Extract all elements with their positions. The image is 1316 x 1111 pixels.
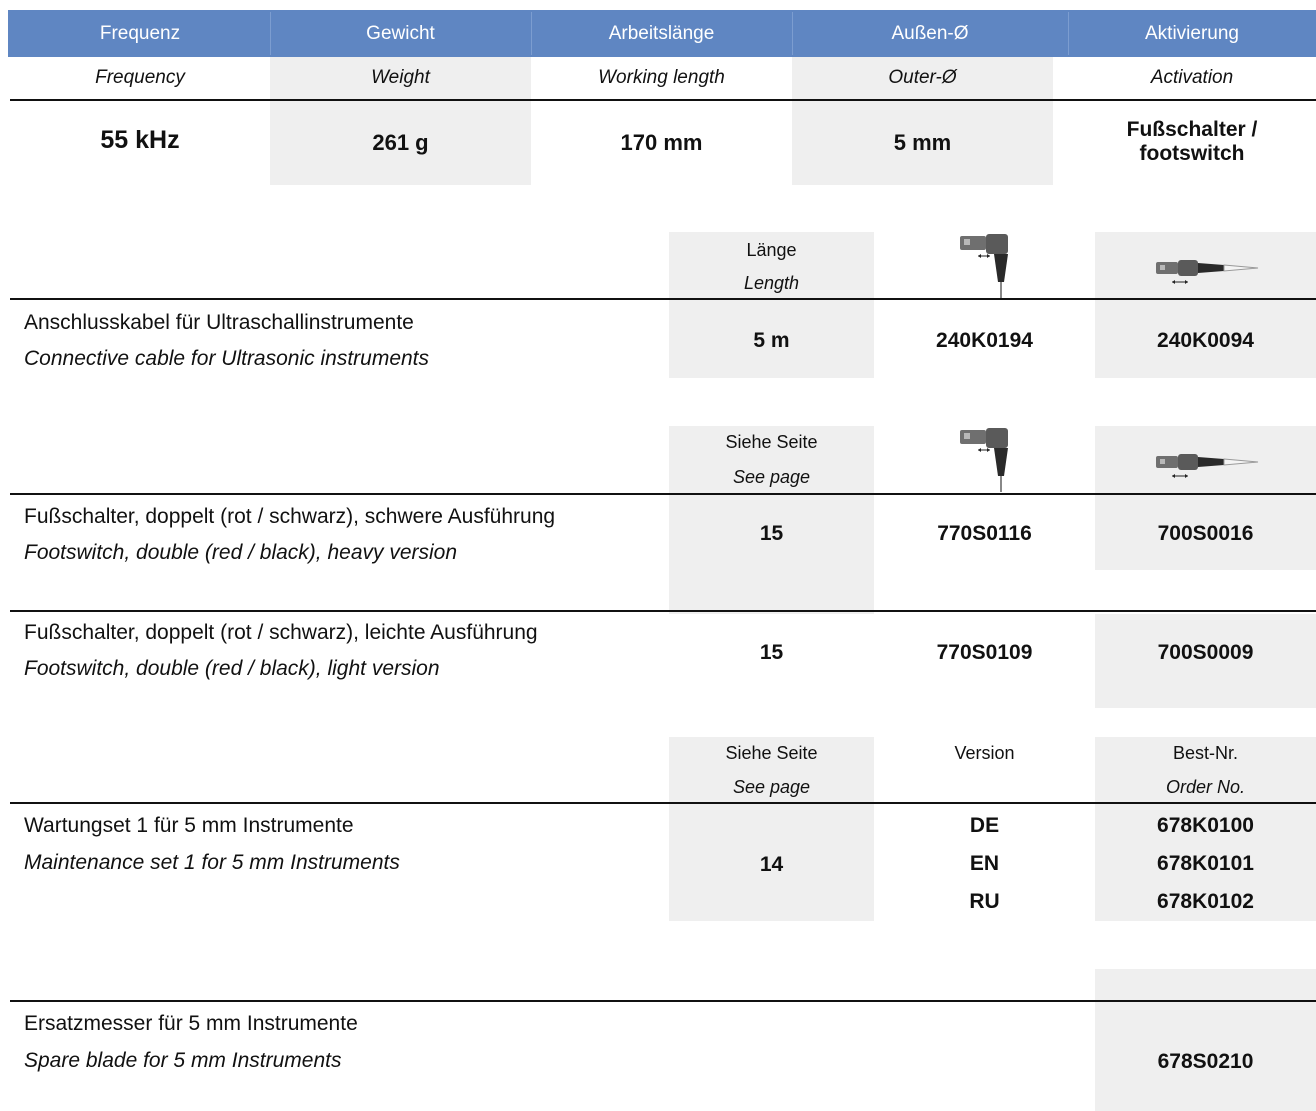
angled-cable-connector-icon	[952, 230, 1022, 302]
col-see-page-en: See page	[732, 467, 811, 487]
maintenance-label-de: Wartungset 1 für 5 mm Instrumente	[24, 814, 354, 837]
blade-label-de: Ersatzmesser für 5 mm Instrumente	[24, 1012, 358, 1035]
footswitch-heavy-label-en: Footswitch, double (red / black), heavy version	[24, 541, 458, 564]
maintenance-page: 14	[759, 853, 784, 876]
page-column-shade	[669, 426, 874, 614]
page-column-shade	[669, 737, 874, 921]
footswitch-heavy-page: 15	[759, 522, 784, 545]
blade-order: 678S0210	[1157, 1050, 1254, 1073]
blade-label-en: Spare blade for 5 mm Instruments	[24, 1049, 342, 1072]
col-length-de: Länge	[746, 240, 797, 260]
maintenance-divider-line	[10, 802, 1316, 804]
blade-divider-line	[10, 1000, 1316, 1002]
footswitch-light-order-straight: 700S0009	[1157, 641, 1254, 664]
footswitch-row-divider	[10, 610, 1316, 612]
footswitch-heavy-order-angled: 770S0116	[937, 522, 1032, 545]
maintenance-label-en: Maintenance set 1 for 5 mm Instruments	[24, 851, 400, 874]
spec-divider-line	[10, 99, 1316, 101]
subheader-activation: Activation	[1150, 67, 1234, 88]
value-working-length: 170 mm	[620, 130, 703, 155]
col-length-en: Length	[743, 273, 800, 293]
subheader-weight: Weight	[371, 67, 430, 88]
footswitch-light-label-de: Fußschalter, doppelt (rot / schwarz), leichte Ausführung	[24, 621, 538, 644]
value-activation-line1: Fußschalter /	[1126, 118, 1258, 141]
straight-cable-connector-icon	[1152, 258, 1262, 288]
footswitch-heavy-label-de: Fußschalter, doppelt (rot / schwarz), schwere Ausführung	[24, 505, 556, 528]
angled-cable-connector-icon	[952, 424, 1022, 496]
cable-order-straight: 240K0094	[1157, 329, 1254, 352]
header-aktivierung: Aktivierung	[1145, 23, 1239, 44]
straight-column-shade	[1095, 232, 1316, 378]
col-version: Version	[954, 743, 1015, 763]
subheader-working-length: Working length	[598, 67, 725, 88]
value-frequency: 55 kHz	[100, 126, 180, 154]
col-see-page-de: Siehe Seite	[725, 432, 818, 452]
maintenance-order-en: 678K0101	[1157, 852, 1254, 875]
footswitch-divider-line	[10, 493, 1316, 495]
straight-cable-connector-icon	[1152, 452, 1262, 482]
order-column-shade	[1095, 969, 1316, 1111]
maintenance-order-ru: 678K0102	[1157, 890, 1254, 913]
footswitch-light-order-angled: 770S0109	[936, 641, 1033, 664]
col-see-page-de: Siehe Seite	[725, 743, 818, 763]
footswitch-heavy-order-straight: 700S0016	[1157, 522, 1254, 545]
cable-label-en: Connective cable for Ultrasonic instruments	[24, 347, 430, 370]
cable-divider-line	[10, 298, 1316, 300]
header-arbeitslaenge: Arbeitslänge	[608, 23, 715, 44]
value-outer-diameter: 5 mm	[893, 130, 952, 155]
value-activation-line2: footswitch	[1139, 142, 1245, 165]
maintenance-version-de: DE	[969, 814, 1000, 837]
subheader-outer-diameter: Outer-Ø	[888, 67, 957, 88]
subheader-frequency: Frequency	[95, 67, 185, 88]
header-aussen-durchmesser: Außen-Ø	[891, 23, 969, 44]
col-order-no-de: Best-Nr.	[1172, 743, 1238, 763]
header-gewicht: Gewicht	[366, 23, 435, 44]
value-weight: 261 g	[372, 130, 429, 155]
maintenance-version-ru: RU	[969, 890, 1000, 913]
col-see-page-en: See page	[732, 777, 811, 797]
straight-column-shade	[1095, 426, 1316, 570]
maintenance-version-en: EN	[969, 852, 1000, 875]
cable-order-angled: 240K0194	[936, 329, 1033, 352]
value-activation	[1068, 118, 1316, 166]
footswitch-light-label-en: Footswitch, double (red / black), light version	[24, 657, 440, 680]
footswitch-light-page: 15	[759, 641, 784, 664]
cable-label-de: Anschlusskabel für Ultraschallinstrumente	[24, 311, 414, 334]
cable-length: 5 m	[753, 329, 790, 352]
header-frequenz: Frequenz	[99, 23, 181, 44]
maintenance-order-de: 678K0100	[1157, 814, 1254, 837]
col-order-no-en: Order No.	[1165, 777, 1246, 797]
